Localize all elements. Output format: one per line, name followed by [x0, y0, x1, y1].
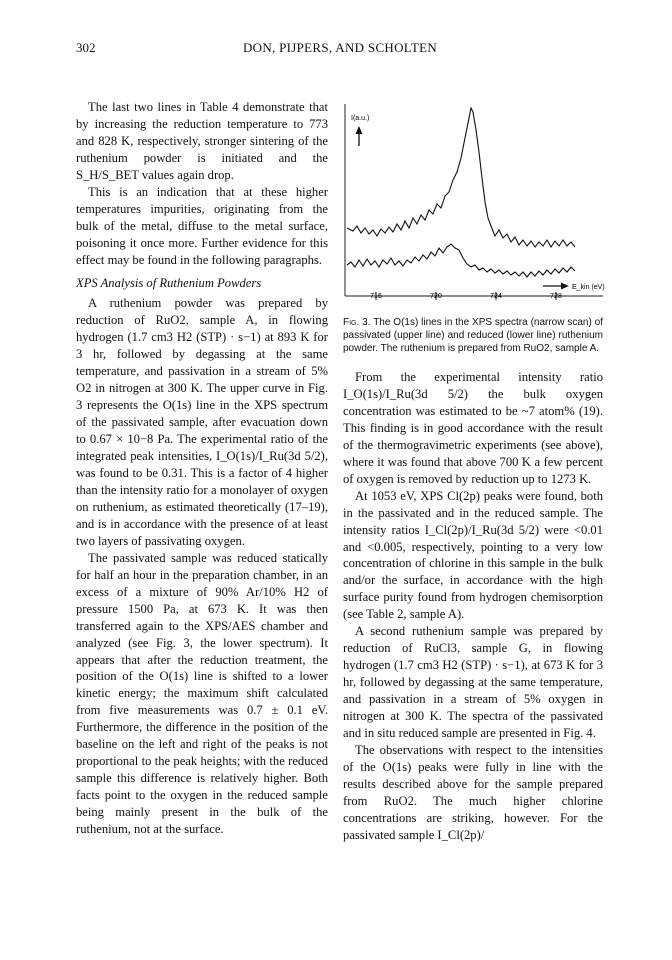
x-tick-label: 720 — [430, 293, 442, 300]
figure-caption — [343, 316, 603, 355]
caption-text: The O(1s) lines in the XPS spectra (narrow scan) of passivated (upper line) and reduced (lower line) ruthenium powder. The ruthenium is prepared from RuO2, sample A. — [343, 317, 604, 354]
energy-arrow-head — [561, 283, 569, 290]
section-heading: XPS Analysis of Ruthenium Powders — [76, 275, 262, 290]
y-axis-label: I(a.u.) — [351, 115, 370, 122]
paragraph: The last two lines in Table 4 demonstrate that by increasing the reduction temperature to 773 and 828 K, respectively, stronger sintering of the ruthenium powder is initiated and the S_H/S_BET values again drop. — [76, 100, 328, 182]
left-column — [76, 99, 328, 838]
upper-spectrum-line — [347, 108, 575, 247]
x-axis-label: E_kin (eV) — [572, 284, 605, 291]
paragraph: The observations with respect to the intensities of the O(1s) peaks were fully in line with the results described above for the sample prepared from RuO2. The much higher chlorine concentrations are striking, however. For the passivated sample I_Cl(2p)/ — [343, 742, 603, 842]
x-tick-label: 724 — [490, 293, 502, 300]
paragraph: A ruthenium powder was prepared by reduction of RuO2, sample A, in flowing hydrogen (1.7 cm3 H2 (STP) · s−1) at 893 K for 3 hr, followed by degassing at the same temperature, and passivation in a stream of 5% O2 in nitrogen at 300 K. The upper curve in Fig. 3 represents the O(1s) line in the XPS spectrum of the passivated sample, after evacuation down to 0.67 × 10−8 Pa. The experimental ratio of the integrated peak intensities, I_O(1s)/I_Ru(3d 5/2), was found to be 0.31. This is a factor of 4 higher than the intensity ratio for a monolayer of oxygen on ruthenium, as estimated theoretically (17–19), and is in accordance with the presence of at least two layers of passivating oxygen. — [76, 296, 328, 548]
paragraph: A second ruthenium sample was prepared by reduction of RuCl3, sample G, in flowing hydrogen (1.7 cm3 H2 (STP) · s−1), at 673 K for 3 hr, followed by degassing at the same temperature, and passivation in a stream of 5% oxygen in nitrogen at 300 K. The spectra of the passivated and in situ reduced sample are presented in Fig. 4. — [343, 624, 603, 741]
page-number: 302 — [76, 40, 96, 55]
x-tick-label: 716 — [370, 293, 382, 300]
page-header — [76, 40, 604, 60]
lower-spectrum-line — [347, 244, 575, 277]
paragraph: From the experimental intensity ratio I_O(1s)/I_Ru(3d 5/2) the bulk oxygen concentration was estimated to be ~7 atom% (19). This finding is in good accordance with the result of the thermogravimetric experiments (see above), where it was found that above 700 K a few percent of oxygen is removed by reduction up to 1273 K. — [343, 370, 603, 486]
right-column — [343, 369, 603, 844]
xps-spectra-plot — [343, 100, 605, 300]
figure-3 — [343, 100, 605, 300]
x-tick-label: 728 — [550, 293, 562, 300]
paragraph: The passivated sample was reduced statically for half an hour in the preparation chamber, in an excess of a mixture of 90% Ar/10% H2 of pressure 1500 Pa, at 673 K. It was then transferred again to the XPS/AES chamber and analyzed (see Fig. 3, the lower spectrum). It appears that after the reduction treatment, the position of the O(1s) line is shifted to a lower kinetic energy; the maximum shift calculated from five measurements was 0.7 ± 0.1 eV. Furthermore, the difference in the position of the baseline on the left and right of the peaks is not proportional to the peak heights; with the reduced sample this difference is relatively higher. Both facts point to the oxygen in the reduced sample being mainly present in the bulk of the ruthenium, not at the surface. — [76, 550, 328, 837]
intensity-arrow-head — [356, 126, 363, 134]
paragraph: At 1053 eV, XPS Cl(2p) peaks were found, both in the passivated and in the reduced sample. The intensity ratios I_Cl(2p)/I_Ru(3d 5/2) were <0.01 and <0.005, respectively, pointing to a very low concentration of chlorine in this sample in the bulk and/or the surface, in accordance with the high surface purity found from hydrogen chemisorption (see Table 2, sample A). — [343, 488, 603, 622]
paragraph: This is an indication that at these higher temperatures impurities, originating from the bulk of the metal, diffuse to the metal surface, poisoning it once more. Further evidence for this effect may be found in the following paragraphs. — [76, 184, 328, 267]
running-head: DON, PIJPERS, AND SCHOLTEN — [242, 40, 438, 55]
caption-label: Fig. 3. — [343, 317, 371, 328]
